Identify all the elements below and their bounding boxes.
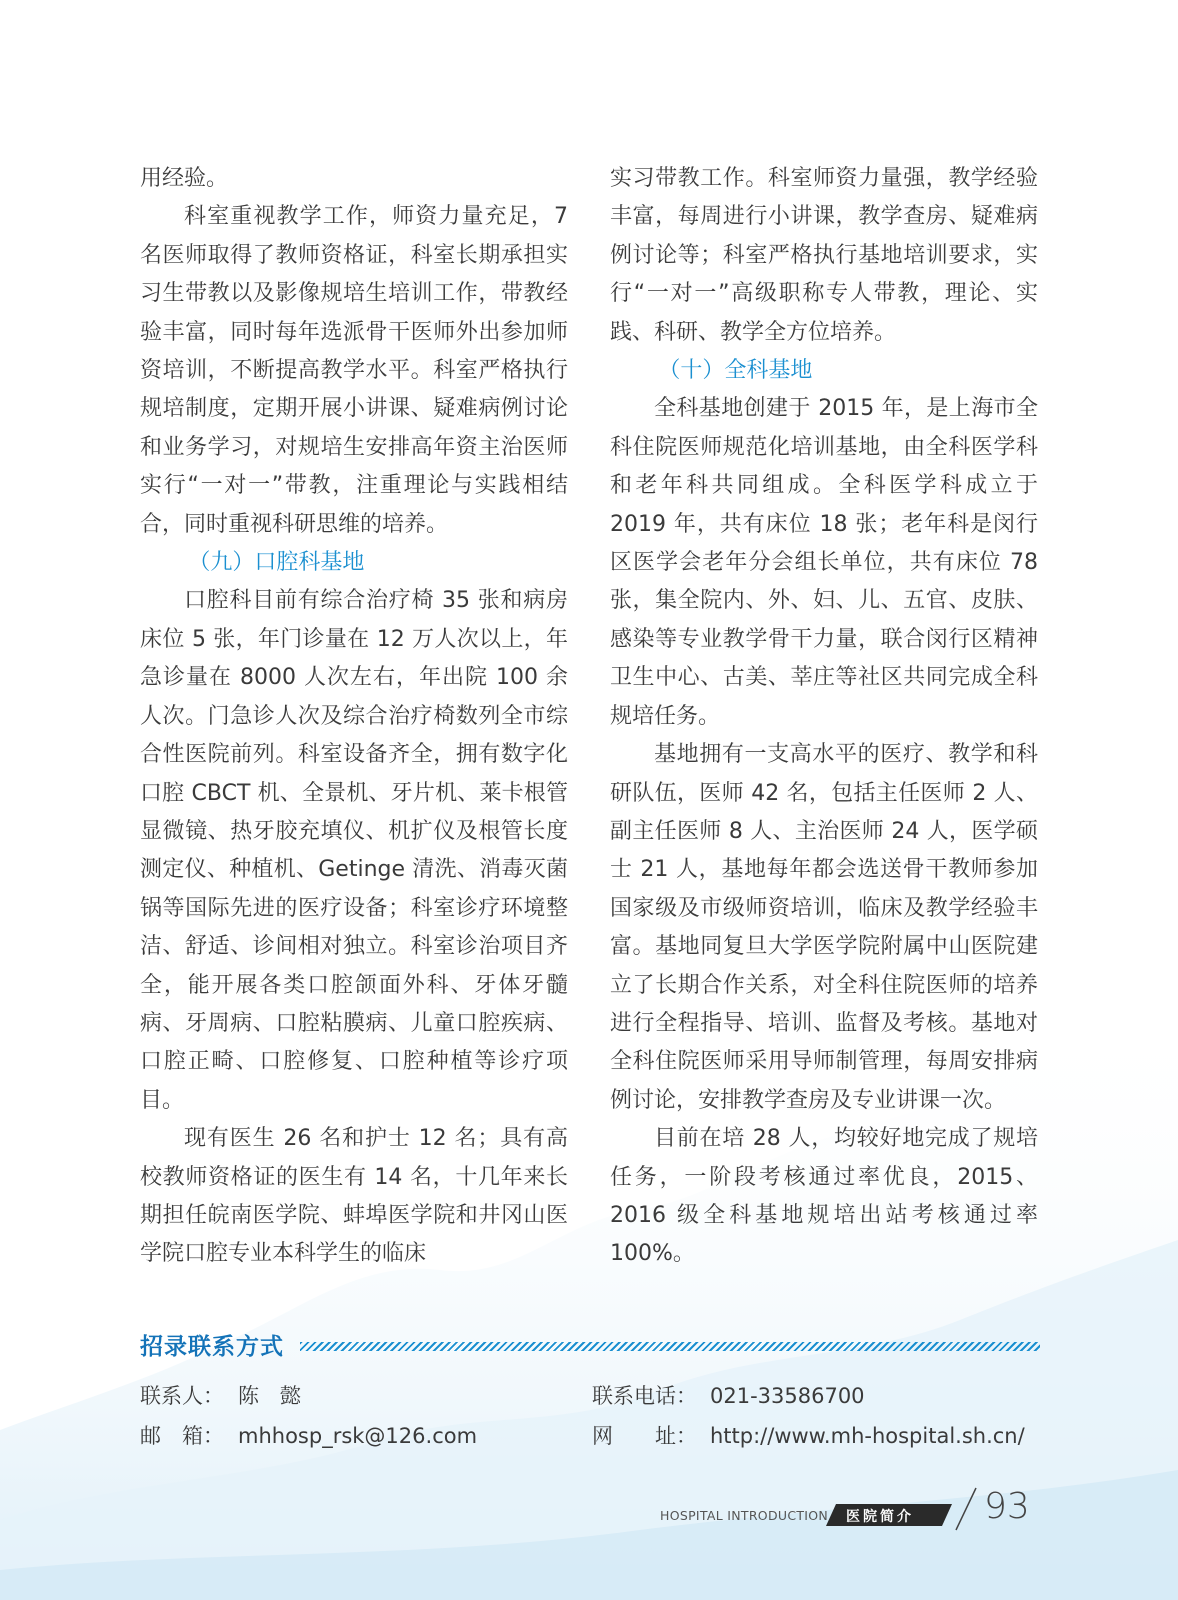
contact-person <box>140 1380 301 1410</box>
contact-person-value: 陈 懿 <box>238 1384 301 1408</box>
paragraph: 用经验。 <box>140 166 229 191</box>
decorative-stripe <box>300 1342 1040 1351</box>
slash-divider <box>950 1486 980 1532</box>
contact-website-value: http://www.mh-hospital.sh.cn/ <box>710 1424 1025 1448</box>
contact-email-value: mhhosp_rsk@126.com <box>238 1424 478 1448</box>
section-heading-general: （十）全科基地 <box>658 358 813 384</box>
right-column <box>610 160 1038 1274</box>
section-heading-oral: （九）口腔科基地 <box>188 550 365 576</box>
paragraph: 科室重视教学工作，师资力量充足，7 名医师取得了教师资格证，科室长期承担实习生带教以及影像规培生培训工作，带教经验丰富，同时每年选派骨干医师外出参加师资培训，不断提高教学水平。科室严格执行规培制度，定期开展小讲课、疑难病例讨论和业务学习，对规培生安排高年资主治医师实行“一对一”带教，注重理论与实践相结合，同时重视科研思维的培养。 <box>140 204 568 537</box>
paragraph: 全科基地创建于 2015 年，是上海市全科住院医师规范化培训基地，由全科医学科和老年科共同组成。全科医学科成立于 2019 年，共有床位 18 张；老年科是闵行区医学会老年分会组长单位，共有床位 78 张，集全院内、外、妇、儿、五官、皮肤、感染等专业教学骨干力量，联合闵行区精神卫生中心、古美、莘庄等社区共同完成全科规培任务。 <box>610 396 1038 729</box>
contact-phone-label: 联系电话： <box>592 1384 697 1408</box>
footer-english-label: HOSPITAL INTRODUCTION <box>660 1508 829 1523</box>
contact-website-label: 网 址： <box>592 1424 697 1448</box>
paragraph: 基地拥有一支高水平的医疗、教学和科研队伍，医师 42 名，包括主任医师 2 人、副主任医师 8 人、主治医师 24 人，医学硕士 21 人，基地每年都会选送骨干教师参加国家级及市级师资培训，临床及教学经验丰富。基地同复旦大学医学院附属中山医院建立了长期合作关系，对全科住院医师的培养进行全程指导、培训、监督及考核。基地对全科住院医师采用导师制管理，每周安排病例讨论，安排教学查房及专业讲课一次。 <box>610 742 1038 1113</box>
paragraph: 现有医生 26 名和护士 12 名；具有高校教师资格证的医生有 14 名，十几年来长期担任皖南医学院、蚌埠医学院和井冈山医学院口腔专业本科学生的临床 <box>140 1126 568 1267</box>
contact-website <box>592 1420 1025 1450</box>
page-number: 93 <box>984 1486 1030 1527</box>
paragraph: 目前在培 28 人，均较好地完成了规培任务，一阶段考核通过率优良，2015、2016 级全科基地规培出站考核通过率 100%。 <box>610 1126 1038 1267</box>
footer-section-label: 医院简介 <box>846 1509 914 1525</box>
contact-title: 招录联系方式 <box>140 1334 284 1360</box>
contact-phone-value: 021-33586700 <box>710 1384 865 1408</box>
contact-phone <box>592 1380 865 1410</box>
paragraph: 实习带教工作。科室师资力量强，教学经验丰富，每周进行小讲课，教学查房、疑难病例讨论等；科室严格执行基地培训要求，实行“一对一”高级职称专人带教，理论、实践、科研、教学全方位培养。 <box>610 166 1038 345</box>
page-footer <box>660 1486 1040 1532</box>
contact-email <box>140 1420 477 1450</box>
contact-person-label: 联系人： <box>140 1384 224 1408</box>
contact-email-label: 邮 箱： <box>140 1424 224 1448</box>
left-column <box>140 160 568 1274</box>
paragraph: 口腔科目前有综合治疗椅 35 张和病房床位 5 张，年门诊量在 12 万人次以上，年急诊量在 8000 人次左右，年出院 100 余人次。门急诊人次及综合治疗椅数列全市综合性医院前列。科室设备齐全，拥有数字化口腔 CBCT 机、全景机、牙片机、莱卡根管显微镜、热牙胶充填仪、机扩仪及根管长度测定仪、种植机、Getinge 清洗、消毒灭菌锅等国际先进的医疗设备；科室诊疗环境整洁、舒适、诊间相对独立。科室诊治项目齐全，能开展各类口腔颌面外科、牙体牙髓病、牙周病、口腔粘膜病、儿童口腔疾病、口腔正畸、口腔修复、口腔种植等诊疗项目。 <box>140 588 568 1113</box>
